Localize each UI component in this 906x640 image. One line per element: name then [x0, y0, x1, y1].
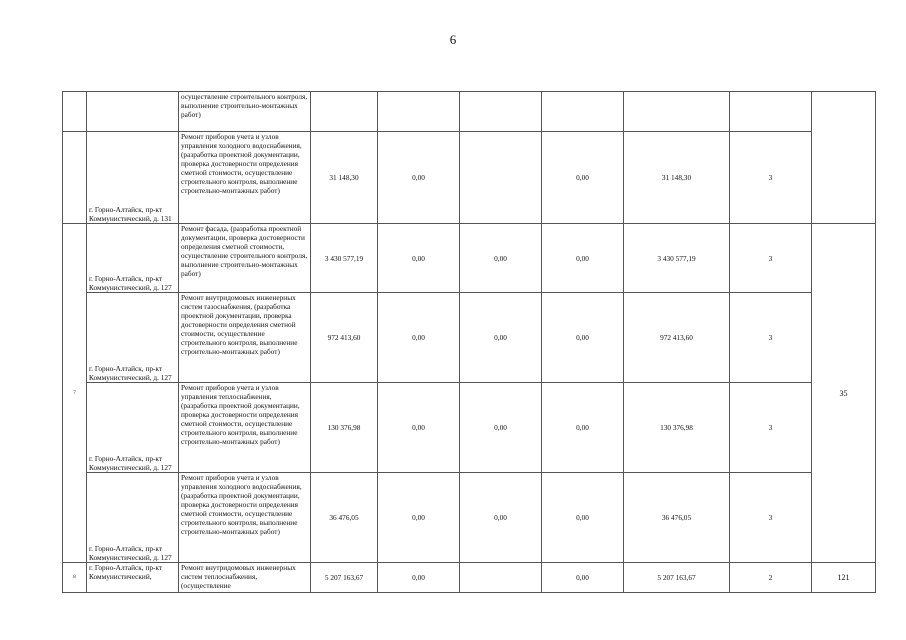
work-description-cell: Ремонт приборов учета и узлов управления холодного водоснабжения, (разработка проектной документации, проверка достоверности определения сметной стоимости, осуществление строительного контроля, выполнение строительно-монтажных работ)	[179, 132, 311, 224]
cost-cell-3: 0,00	[542, 224, 624, 293]
cost-cell-3	[542, 92, 624, 132]
work-description-cell: Ремонт приборов учета и узлов управления холодного водоснабжения, (разработка проектной документации, проверка достоверности определения сметной стоимости, осуществление строительного контроля, выполнение строительно-монтажных работ)	[179, 473, 311, 563]
cost-cell-2: 0,00	[460, 383, 542, 473]
table-row	[63, 473, 876, 563]
table-row	[63, 383, 876, 473]
repair-schedule-table	[62, 91, 876, 593]
cost-cell-1: 0,00	[378, 473, 460, 563]
table-row	[63, 224, 876, 293]
cost-cell-4: 3 430 577,19	[624, 224, 730, 293]
work-description-cell: Ремонт приборов учета и узлов управления теплоснабжения, (разработка проектной документации, проверка достоверности определения сметной стоимости, осуществление строительного контроля, выполнение строительно-монтажных работ)	[179, 383, 311, 473]
cost-cell-2: 0,00	[460, 473, 542, 563]
year-cell: 3	[730, 132, 812, 224]
year-cell: 2	[730, 563, 812, 593]
cost-cell-3: 0,00	[542, 473, 624, 563]
year-cell: 3	[730, 293, 812, 383]
cost-cell-4: 31 148,30	[624, 132, 730, 224]
table-row	[63, 563, 876, 593]
cost-cell-3: 0,00	[542, 293, 624, 383]
cost-cell-2: 0,00	[460, 224, 542, 293]
group-total-cell	[812, 92, 876, 224]
total-cost-cell: 5 207 163,67	[311, 563, 378, 593]
cost-cell-3: 0,00	[542, 383, 624, 473]
year-cell: 3	[730, 473, 812, 563]
group-total-cell: 121	[812, 563, 876, 593]
year-cell: 3	[730, 383, 812, 473]
year-cell: 3	[730, 224, 812, 293]
total-cost-cell: 36 476,05	[311, 473, 378, 563]
work-description-cell: Ремонт внутридомовых инженерных систем газоснабжения, (разработка проектной документации, проверка достоверности определения сметной стоимости, осуществление строительного контроля, выполнение строительно-монтажных работ)	[179, 293, 311, 383]
address-cell: г. Горно-Алтайск, пр-кт Коммунистический, д. 127	[87, 293, 179, 383]
table-row	[63, 132, 876, 224]
work-description-cell: Ремонт внутридомовых инженерных систем теплоснабжения, (осуществление	[179, 563, 311, 593]
cost-cell-1	[378, 92, 460, 132]
cost-cell-2: 0,00	[460, 293, 542, 383]
cost-cell-2	[460, 92, 542, 132]
total-cost-cell: 130 376,98	[311, 383, 378, 473]
year-cell	[730, 92, 812, 132]
address-cell: г. Горно-Алтайск, пр-кт Коммунистический, д. 127	[87, 224, 179, 293]
row-index-cell: 8	[63, 563, 87, 593]
cost-cell-2	[460, 132, 542, 224]
cost-cell-4: 130 376,98	[624, 383, 730, 473]
row-index-cell	[63, 132, 87, 224]
table-row	[63, 293, 876, 383]
cost-cell-4	[624, 92, 730, 132]
cost-cell-4: 972 413,60	[624, 293, 730, 383]
address-cell: г. Горно-Алтайск, пр-кт Коммунистический, д. 127	[87, 473, 179, 563]
address-cell: г. Горно-Алтайск, пр-кт Коммунистический, д. 131	[87, 132, 179, 224]
cost-cell-4: 36 476,05	[624, 473, 730, 563]
address-cell	[87, 92, 179, 132]
address-cell: г. Горно-Алтайск, пр-кт Коммунистический,	[87, 563, 179, 593]
cost-cell-1: 0,00	[378, 563, 460, 593]
address-cell: г. Горно-Алтайск, пр-кт Коммунистический, д. 127	[87, 383, 179, 473]
work-description-cell: Ремонт фасада, (разработка проектной документации, проверка достоверности определения сметной стоимости, осуществление строительного контроля, выполнение строительно-монтажных работ)	[179, 224, 311, 293]
cost-cell-3: 0,00	[542, 132, 624, 224]
cost-cell-1: 0,00	[378, 224, 460, 293]
total-cost-cell: 31 148,30	[311, 132, 378, 224]
cost-cell-1: 0,00	[378, 132, 460, 224]
total-cost-cell	[311, 92, 378, 132]
cost-cell-4: 5 207 163,67	[624, 563, 730, 593]
total-cost-cell: 3 430 577,19	[311, 224, 378, 293]
work-description-cell: осуществление строительного контроля, выполнение строительно-монтажных работ)	[179, 92, 311, 132]
total-cost-cell: 972 413,60	[311, 293, 378, 383]
page-number: 6	[449, 32, 457, 47]
row-index-cell	[63, 92, 87, 132]
table-row	[63, 92, 876, 132]
cost-cell-1: 0,00	[378, 383, 460, 473]
cost-cell-2	[460, 563, 542, 593]
cost-cell-1: 0,00	[378, 293, 460, 383]
row-index-cell: 7	[63, 224, 87, 563]
group-total-cell: 35	[812, 224, 876, 563]
cost-cell-3: 0,00	[542, 563, 624, 593]
